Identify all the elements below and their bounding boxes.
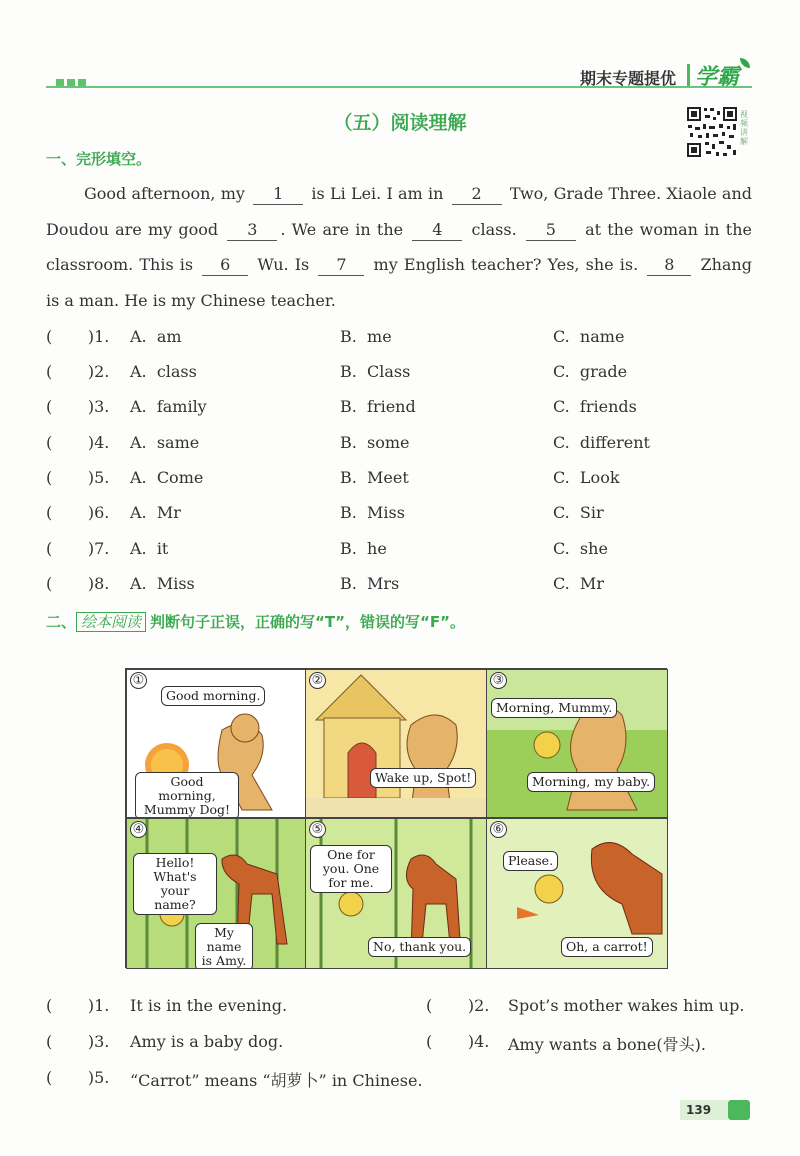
panel-number: ① <box>130 672 147 689</box>
comic-panel-5 <box>305 818 487 969</box>
speech-bubble: No, thank you. <box>368 937 471 957</box>
question-row[interactable]: ( )4. A. same B. some C. different <box>46 433 650 452</box>
picture-book-tag: 绘本阅读 <box>76 612 146 632</box>
speech-bubble: Good morning. <box>161 686 265 706</box>
section-title: （五）阅读理解 <box>333 112 467 134</box>
panel-number: ② <box>309 672 326 689</box>
blank-5[interactable]: 5 <box>526 220 576 241</box>
question-row[interactable]: ( )7. A. it B. he C. she <box>46 539 608 558</box>
blank-4[interactable]: 4 <box>412 220 462 241</box>
comic-strip <box>125 668 667 968</box>
part2-heading <box>46 611 465 632</box>
passage-text: my English teacher? Yes, she is. <box>373 255 639 274</box>
statement-row[interactable]: ( )2. Spot’s mother wakes him up. <box>426 996 745 1015</box>
qr-label: 视频讲解 <box>740 110 748 146</box>
passage-text: is Li Lei. I am in <box>311 184 444 203</box>
doghouse-illustration <box>306 670 486 817</box>
speech-bubble: One for you. One for me. <box>310 845 392 893</box>
question-row[interactable]: ( )1. A. am B. me C. name <box>46 327 625 346</box>
part2-instruction: 判断句子正误，正确的写“T”，错误的写“F”。 <box>150 613 465 631</box>
question-row[interactable]: ( )2. A. class B. Class C. grade <box>46 362 628 381</box>
part2-number: 二、 <box>46 613 77 631</box>
speech-bubble: Please. <box>503 851 558 871</box>
speech-bubble: Hello! What's your name? <box>133 853 217 915</box>
dog-hug-illustration <box>487 670 667 817</box>
blank-6[interactable]: 6 <box>202 255 248 276</box>
question-row[interactable]: ( )6. A. Mr B. Miss C. Sir <box>46 503 604 522</box>
panel-number: ③ <box>490 672 507 689</box>
passage-text: and Doudou are my good <box>46 184 752 239</box>
panel-number: ⑥ <box>490 821 507 838</box>
comic-panel-4 <box>126 818 306 969</box>
cloze-passage <box>46 176 752 318</box>
passage-text: class. <box>471 219 517 239</box>
blank-8[interactable]: 8 <box>647 255 691 276</box>
comic-panel-2 <box>305 669 487 818</box>
speech-bubble: Morning, my baby. <box>527 772 655 792</box>
header-title: 期末专题提优 <box>580 69 677 88</box>
passage-text: . We are in the <box>280 219 404 239</box>
qr-code-icon[interactable] <box>686 106 738 158</box>
speech-bubble: Oh, a carrot! <box>561 937 653 957</box>
passage-text: the classroom. This is <box>46 219 752 274</box>
question-row[interactable]: ( )5. A. Come B. Meet C. Look <box>46 468 620 487</box>
page-number: 139 <box>686 1103 712 1117</box>
comic-panel-1 <box>126 669 306 818</box>
speech-bubble: Good morning, Mummy Dog! <box>135 772 239 818</box>
passage-text: at the woman in <box>585 219 720 239</box>
pencil-icon <box>728 1100 750 1120</box>
statement-row[interactable]: ( )4. Amy wants a bone(骨头). <box>426 1032 706 1054</box>
comic-panel-3 <box>486 669 668 818</box>
panel-number: ⑤ <box>309 821 326 838</box>
passage-text: Good afternoon, my <box>84 184 245 203</box>
part1-heading: 一、完形填空。 <box>46 150 152 168</box>
leaf-icon <box>740 58 750 68</box>
statement-row[interactable]: ( )1. It is in the evening. <box>46 996 288 1015</box>
passage-text: Wu. Is <box>257 255 310 274</box>
passage-text: Two, Grade Three. Xiaole <box>509 184 717 203</box>
header-decoration <box>56 72 89 91</box>
header-separator <box>687 64 690 86</box>
speech-bubble: Wake up, Spot! <box>370 768 476 788</box>
question-row[interactable]: ( )8. A. Miss B. Mrs C. Mr <box>46 574 604 593</box>
statement-row[interactable]: ( )5. “Carrot” means “胡萝卜” in Chinese. <box>46 1068 423 1090</box>
question-row[interactable]: ( )3. A. family B. friend C. friends <box>46 397 637 416</box>
statement-row[interactable]: ( )3. Amy is a baby dog. <box>46 1032 284 1051</box>
blank-3[interactable]: 3 <box>227 220 277 241</box>
blank-7[interactable]: 7 <box>318 255 364 276</box>
comic-panel-6 <box>486 818 668 969</box>
blank-2[interactable]: 2 <box>452 184 502 205</box>
blank-1[interactable]: 1 <box>253 184 303 205</box>
panel-number: ④ <box>130 821 147 838</box>
speech-bubble: Morning, Mummy. <box>491 698 617 718</box>
speech-bubble: My name is Amy. <box>195 923 253 969</box>
passage-text: Zhang is a man. He is my Chinese teacher. <box>46 255 752 310</box>
brand-logo: 学霸 <box>695 65 740 90</box>
